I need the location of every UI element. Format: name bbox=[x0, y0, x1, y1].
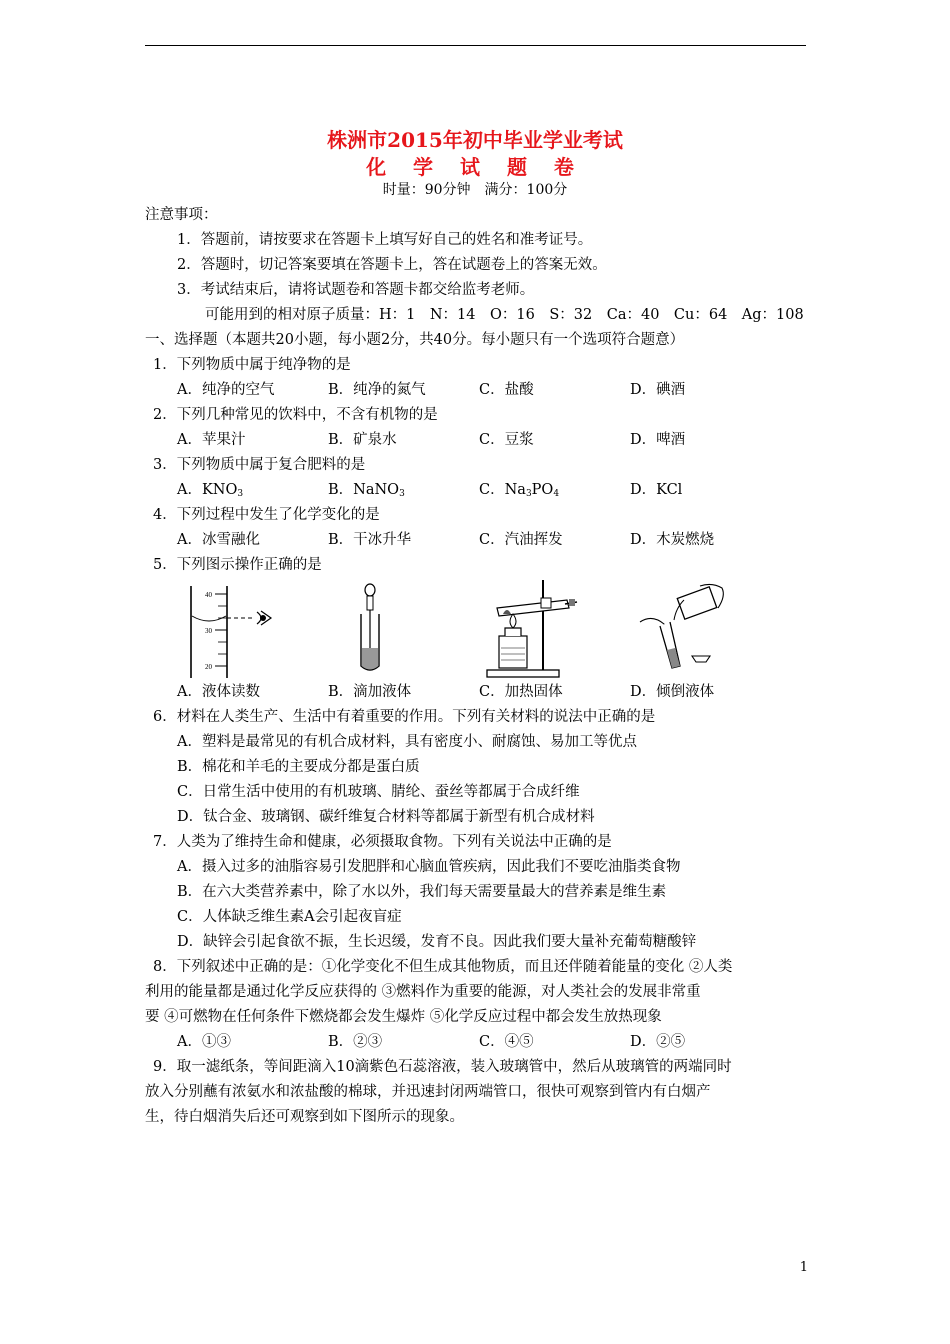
q4-option-d: D．木炭燃烧 bbox=[630, 532, 715, 548]
q4-option-b: B．干冰升华 bbox=[328, 532, 412, 548]
q6-option-c: C．日常生活中使用的有机玻璃、腈纶、蚕丝等都属于合成纤维 bbox=[177, 784, 580, 800]
q7-option-d: D．缺锌会引起食欲不振，生长迟缓，发育不良。因此我们要大量补充葡萄糖酸锌 bbox=[177, 934, 697, 950]
time-score: 时量：90分钟 满分：100分 bbox=[382, 182, 568, 198]
q4-options bbox=[145, 528, 809, 553]
notice-2: 2．答题时，切记答案要填在答题卡上，答在试题卷上的答案无效。 bbox=[177, 257, 607, 273]
q2-options bbox=[145, 428, 809, 453]
exam-subtitle: 化 学 试 题 卷 bbox=[366, 155, 584, 179]
notice-3: 3．考试结束后，请将试题卷和答题卡都交给监考老师。 bbox=[177, 282, 535, 298]
q2-option-b: B．矿泉水 bbox=[328, 432, 397, 448]
q5-option-a: A．液体读数 bbox=[177, 684, 260, 700]
page-number: 1 bbox=[799, 1260, 808, 1275]
q8-line-3: 要 ④可燃物在任何条件下燃烧都会发生爆炸 ⑤化学反应过程中都会发生放热现象 bbox=[145, 1009, 662, 1025]
q5-options bbox=[145, 680, 809, 705]
q6-option-d: D．钛合金、玻璃钢、碳纤维复合材料等都属于新型有机合成材料 bbox=[177, 809, 595, 825]
q8-option-c: C．④⑤ bbox=[479, 1034, 534, 1050]
svg-text:40: 40 bbox=[205, 591, 212, 599]
q2-option-d: D．啤酒 bbox=[630, 432, 686, 448]
q8-option-d: D．②⑤ bbox=[630, 1034, 686, 1050]
q1-option-a: A．纯净的空气 bbox=[177, 382, 275, 398]
figure-dropper bbox=[350, 578, 410, 680]
exam-title: 株洲市2015年初中毕业学业考试 bbox=[327, 128, 623, 152]
section-1-heading: 一、选择题（本题共20小题，每小题2分，共40分。每小题只有一个选项符合题意） bbox=[145, 332, 685, 348]
q9-line-3: 生，待白烟消失后还可观察到如下图所示的现象。 bbox=[145, 1109, 464, 1125]
header-rule bbox=[145, 45, 806, 46]
q3-option-a: A．$KNO_3$ bbox=[177, 482, 244, 499]
q4-stem: 4．下列过程中发生了化学变化的是 bbox=[153, 507, 380, 523]
q3-option-d: D．KCl bbox=[630, 482, 683, 498]
notice-1: 1．答题前，请按要求在答题卡上填写好自己的姓名和准考证号。 bbox=[177, 232, 593, 248]
q2-option-a: A．苹果汁 bbox=[177, 432, 246, 448]
q5-stem: 5．下列图示操作正确的是 bbox=[153, 557, 322, 573]
q2-option-c: C．豆浆 bbox=[479, 432, 534, 448]
q7-option-a: A．摄入过多的油脂容易引发肥胖和心脑血管疾病，因此我们不要吃油脂类食物 bbox=[177, 859, 681, 875]
q9-line-2: 放入分别蘸有浓氨水和浓盐酸的棉球，并迅速封闭两端管口，很快可观察到管内有白烟产 bbox=[145, 1084, 711, 1100]
q3-option-c: C．$Na_3PO_4$ bbox=[479, 482, 560, 499]
q7-option-b: B．在六大类营养素中，除了水以外，我们每天需要量最大的营养素是维生素 bbox=[177, 884, 667, 900]
q3-options bbox=[145, 478, 809, 503]
q6-option-a: A．塑料是最常见的有机合成材料，具有密度小、耐腐蚀、易加工等优点 bbox=[177, 734, 637, 750]
q2-stem: 2．下列几种常见的饮料中，不含有机物的是 bbox=[153, 407, 438, 423]
q6-stem: 6．材料在人类生产、生活中有着重要的作用。下列有关材料的说法中正确的是 bbox=[153, 709, 656, 725]
q1-option-d: D．碘酒 bbox=[630, 382, 686, 398]
figure-pouring-liquid bbox=[630, 578, 730, 680]
figure-heating-solid bbox=[485, 578, 595, 680]
q5-option-c: C．加热固体 bbox=[479, 684, 563, 700]
q9-line-1: 9．取一滤纸条，等间距滴入10滴紫色石蕊溶液，装入玻璃管中，然后从玻璃管的两端同时 bbox=[153, 1059, 732, 1075]
svg-text:30: 30 bbox=[205, 627, 212, 635]
q6-option-b: B．棉花和羊毛的主要成分都是蛋白质 bbox=[177, 759, 420, 775]
q8-option-a: A．①③ bbox=[177, 1034, 231, 1050]
q7-stem: 7．人类为了维持生命和健康，必须摄取食物。下列有关说法中正确的是 bbox=[153, 834, 612, 850]
q8-line-2: 利用的能量都是通过化学反应获得的 ③燃料作为重要的能源，对人类社会的发展非常重 bbox=[145, 984, 701, 1000]
atomic-masses: 可能用到的相对原子质量：H：1 N：14 O：16 S：32 Ca：40 Cu：64 Ag：108 bbox=[205, 307, 804, 323]
q8-line-1: 8．下列叙述中正确的是：①化学变化不但生成其他物质，而且还伴随着能量的变化 ②人类 bbox=[153, 959, 733, 975]
notice-heading: 注意事项： bbox=[145, 207, 218, 223]
q5-option-d: D．倾倒液体 bbox=[630, 684, 715, 700]
q8-options bbox=[145, 1030, 809, 1055]
q8-option-b: B．②③ bbox=[328, 1034, 383, 1050]
q7-option-c: C．人体缺乏维生素A会引起夜盲症 bbox=[177, 909, 402, 925]
q1-option-b: B．纯净的氮气 bbox=[328, 382, 426, 398]
q4-option-c: C．汽油挥发 bbox=[479, 532, 563, 548]
q3-option-b: B．NaNO$_3$ bbox=[328, 482, 405, 499]
q1-stem: 1．下列物质中属于纯净物的是 bbox=[153, 357, 351, 373]
svg-text:20: 20 bbox=[205, 663, 212, 671]
q4-option-a: A．冰雪融化 bbox=[177, 532, 260, 548]
exam-content bbox=[145, 203, 809, 1130]
q5-option-b: B．滴加液体 bbox=[328, 684, 412, 700]
q3-stem: 3．下列物质中属于复合肥料的是 bbox=[153, 457, 366, 473]
q1-option-c: C．盐酸 bbox=[479, 382, 534, 398]
figure-liquid-reading bbox=[185, 578, 285, 680]
q1-options bbox=[145, 378, 809, 403]
q5-figures bbox=[145, 578, 809, 680]
